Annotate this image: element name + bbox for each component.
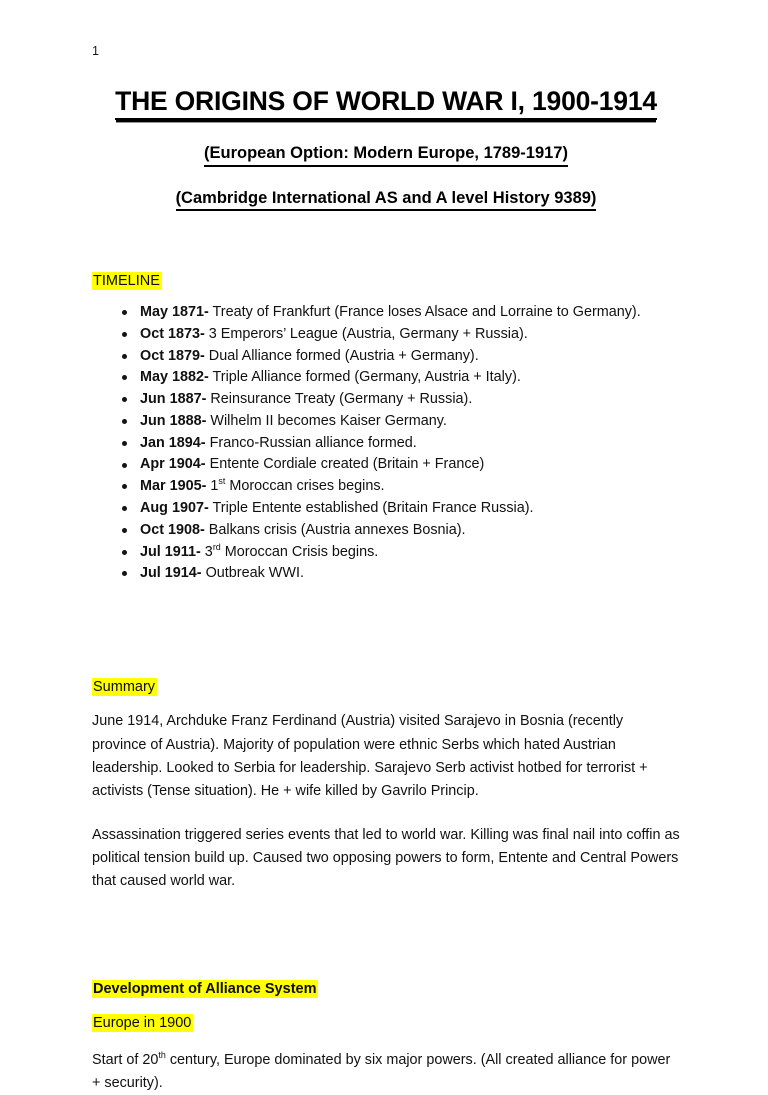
timeline-item xyxy=(92,389,680,411)
ordinal-suffix: st xyxy=(218,476,226,487)
heading-timeline-text: TIMELINE xyxy=(93,272,160,289)
heading-alliance-system-text: Development of Alliance System xyxy=(93,980,317,997)
timeline-item-text: Entente Cordiale created (Britain + France) xyxy=(205,456,485,473)
timeline-item xyxy=(92,324,680,346)
timeline-item-text: 1 xyxy=(206,478,219,495)
timeline-item-date: May 1871- xyxy=(140,303,209,320)
timeline-item-text: Triple Alliance formed (Germany, Austria + Italy). xyxy=(208,369,521,386)
europe-paragraph-1 xyxy=(92,1049,680,1095)
timeline-item-date: Jan 1894- xyxy=(140,434,206,451)
timeline-item-text-after: Moroccan Crisis begins. xyxy=(220,543,379,560)
subtitle-syllabus xyxy=(92,189,680,211)
page-title xyxy=(92,86,680,120)
heading-summary xyxy=(92,678,680,696)
ordinal-suffix: rd xyxy=(212,541,221,552)
subheading-europe-1900-text: Europe in 1900 xyxy=(93,1014,192,1031)
bullet-dot-icon xyxy=(122,506,127,511)
timeline-item xyxy=(92,367,680,389)
timeline-item-text: Dual Alliance formed (Austria + Germany). xyxy=(204,347,479,364)
timeline-item-text: 3 Emperors’ League (Austria, Germany + Russia). xyxy=(204,325,528,342)
bullet-dot-icon xyxy=(122,528,127,533)
timeline-list xyxy=(92,302,680,585)
timeline-item xyxy=(92,520,680,542)
page-number: 1 xyxy=(92,44,99,58)
subtitle-syllabus-text: (Cambridge International AS and A level History 9389) xyxy=(176,189,597,211)
bullet-dot-icon xyxy=(122,397,127,402)
bullet-dot-icon xyxy=(122,332,127,337)
bullet-dot-icon xyxy=(122,441,127,446)
timeline-item-text: Triple Entente established (Britain France Russia). xyxy=(208,500,534,517)
subheading-europe-1900 xyxy=(92,1014,680,1032)
timeline-item-date: Jul 1914- xyxy=(140,565,202,582)
timeline-item xyxy=(92,346,680,368)
bullet-dot-icon xyxy=(122,375,127,380)
timeline-item-date: Oct 1873- xyxy=(140,325,205,342)
bullet-dot-icon xyxy=(122,419,127,424)
timeline-item-text: Reinsurance Treaty (Germany + Russia). xyxy=(206,391,473,408)
ordinal-suffix-th: th xyxy=(158,1050,166,1061)
timeline-item-text: Balkans crisis (Austria annexes Bosnia). xyxy=(204,521,466,538)
bullet-dot-icon xyxy=(122,484,127,489)
timeline-item-text-after: Moroccan crises begins. xyxy=(225,478,385,495)
timeline-item-date: Apr 1904- xyxy=(140,456,206,473)
timeline-item xyxy=(92,542,680,564)
timeline-item-date: Oct 1908- xyxy=(140,521,205,538)
timeline-item xyxy=(92,433,680,455)
bullet-dot-icon xyxy=(122,354,127,359)
timeline-item-date: May 1882- xyxy=(140,369,209,386)
europe-paragraph-before: Start of 20 xyxy=(92,1051,159,1068)
timeline-item-date: Jul 1911- xyxy=(140,543,201,560)
timeline-item-date: Oct 1879- xyxy=(140,347,205,364)
page-title-text: THE ORIGINS OF WORLD WAR I, 1900-1914 xyxy=(115,86,657,120)
europe-paragraph-after: century, Europe dominated by six major powers. (All created alliance for power + security). xyxy=(92,1051,671,1092)
summary-paragraph-1: June 1914, Archduke Franz Ferdinand (Austria) visited Sarajevo in Bosnia (recently province of Austria). Majority of population were ethnic Serbs which hated Austrian leadership. Looked to Serbia for leadership. Sarajevo Serb activist hotbed for terrorist + activists (Tense situation). He + wife killed by Gavrilo Princip. xyxy=(92,713,648,800)
timeline-item-date: Aug 1907- xyxy=(140,500,209,517)
timeline-item-date: Mar 1905- xyxy=(140,478,207,495)
timeline-item xyxy=(92,454,680,476)
timeline-item xyxy=(92,563,680,585)
timeline-item-text: Wilhelm II becomes Kaiser Germany. xyxy=(206,412,447,429)
timeline-item xyxy=(92,476,680,498)
timeline-item-text: 3 xyxy=(200,543,213,560)
bullet-dot-icon xyxy=(122,550,127,555)
bullet-dot-icon xyxy=(122,310,127,315)
timeline-item-text: Outbreak WWI. xyxy=(201,565,304,582)
timeline-item xyxy=(92,302,680,324)
summary-paragraph-2: Assassination triggered series events that led to world war. Killing was final nail into coffin as political tension build up. Caused two opposing powers to form, Entente and Central Powers that caused world war. xyxy=(92,826,680,890)
timeline-item xyxy=(92,498,680,520)
bullet-dot-icon xyxy=(122,571,127,576)
heading-summary-text: Summary xyxy=(93,679,156,696)
subtitle-european-option-text: (European Option: Modern Europe, 1789-1917) xyxy=(204,144,568,166)
timeline-item xyxy=(92,411,680,433)
heading-timeline xyxy=(92,272,680,290)
subtitle-european-option xyxy=(92,144,680,166)
timeline-item-text: Franco-Russian alliance formed. xyxy=(205,434,417,451)
document-content xyxy=(92,86,680,1095)
heading-alliance-system xyxy=(92,980,680,998)
timeline-item-date: Jun 1888- xyxy=(140,412,207,429)
timeline-item-text: Treaty of Frankfurt (France loses Alsace and Lorraine to Germany). xyxy=(208,303,641,320)
bullet-dot-icon xyxy=(122,463,127,468)
timeline-item-date: Jun 1887- xyxy=(140,391,207,408)
